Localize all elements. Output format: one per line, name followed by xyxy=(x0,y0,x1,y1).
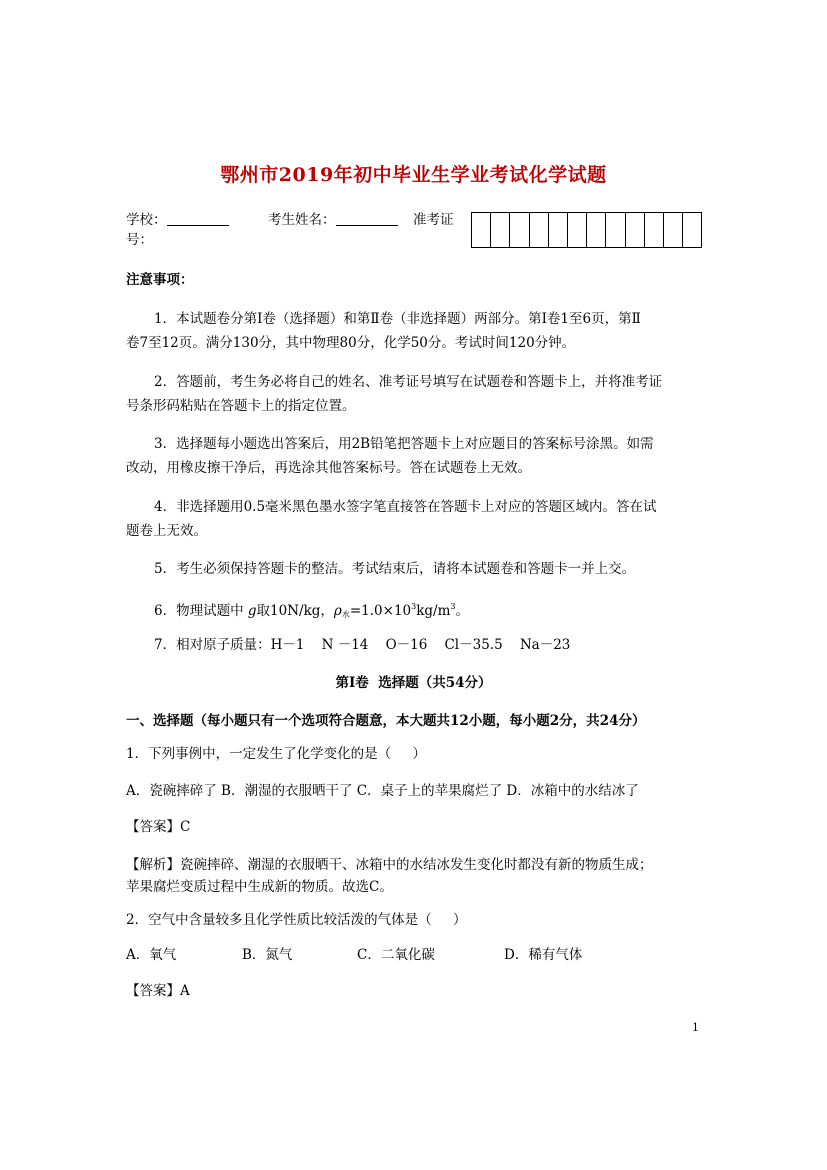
notice-item1-line2: 卷7至12页。满分130分，其中物理80分，化学50分。考试时间120分钟。 xyxy=(126,335,576,351)
notice-item2-line2: 号条形码粘贴在答题卡上的指定位置。 xyxy=(126,398,356,414)
name-blank xyxy=(336,211,398,226)
q2-option-c: C．二氧化碳 xyxy=(357,947,435,963)
id-box xyxy=(510,213,529,248)
item6-e: 。 xyxy=(455,603,469,619)
q2-stem: 2．空气中含量较多且化学性质比较活泼的气体是（ ） xyxy=(126,912,467,928)
name-label: 考生姓名： xyxy=(268,212,336,228)
id-box xyxy=(548,213,567,248)
page-title: 鄂州市2019年初中毕业生学业考试化学试题 xyxy=(220,164,607,186)
item6-g: g xyxy=(247,603,257,619)
school-label: 学校： xyxy=(126,212,167,228)
school-blank xyxy=(167,211,229,226)
notice-item3-line1: 3．选择题每小题选出答案后，用2B铅笔把答题卡上对应题目的答案标号涂黑。如需 xyxy=(154,436,654,452)
notice-item2-line1: 2．答题前，考生务必将自己的姓名、准考证号填写在试题卷和答题卡上，并将准考证 xyxy=(154,374,663,390)
id-box xyxy=(529,213,548,248)
id-box xyxy=(644,213,663,248)
id-box xyxy=(567,213,586,248)
item6-sup2: 3 xyxy=(450,602,456,611)
notice-item7: 7．相对原子质量：H－1 N －14 O－16 Cl－35.5 Na－23 xyxy=(154,637,571,653)
q1-stem: 1．下列事例中，一定发生了化学变化的是（ ） xyxy=(126,746,427,762)
id-box xyxy=(491,213,510,248)
school-field xyxy=(126,210,229,230)
notice-item6 xyxy=(154,597,469,625)
section1-title: 第Ⅰ卷 选择题（共54分） xyxy=(335,675,492,691)
q2-option-a: A．氧气 xyxy=(126,947,177,963)
name-field xyxy=(268,210,398,230)
id-box xyxy=(587,213,606,248)
item6-sub: 水 xyxy=(341,610,350,619)
id-box xyxy=(625,213,644,248)
part1-title: 一、选择题（每小题只有一个选项符合题意，本大题共12小题，每小题2分，共24分） xyxy=(126,713,646,729)
notice-item1-line1: 1．本试题卷分第Ⅰ卷（选择题）和第Ⅱ卷（非选择题）两部分。第Ⅰ卷1至6页，第Ⅱ xyxy=(154,311,641,327)
exam-id-grid xyxy=(471,212,702,248)
q1-analysis-line1: 【解析】瓷碗摔碎、潮湿的衣服晒干、冰箱中的水结冰发生变化时都没有新的物质生成； xyxy=(126,857,653,873)
notice-item4-line2: 题卷上无效。 xyxy=(126,523,207,539)
id-box xyxy=(606,213,625,248)
item6-a: 6．物理试题中 xyxy=(154,603,248,619)
notice-item5: 5．考生必须保持答题卡的整洁。考试结束后，请将本试题卷和答题卡一并上交。 xyxy=(154,561,636,577)
q2-answer: 【答案】A xyxy=(126,983,190,999)
notice-item3-line2: 改动，用橡皮擦干净后，再选涂其他答案标号。答在试题卷上无效。 xyxy=(126,460,531,476)
id-box xyxy=(472,213,491,248)
item6-c: =1.0×10 xyxy=(349,603,412,619)
page-number: 1 xyxy=(692,1021,699,1034)
id-label-line2: 号： xyxy=(126,232,153,248)
q1-answer: 【答案】C xyxy=(126,819,191,835)
q1-analysis-line2: 苹果腐烂变质过程中生成新的物质。故选C。 xyxy=(126,879,393,895)
item6-d: kg/m xyxy=(416,603,451,619)
notice-item4-line1: 4．非选择题用0.5毫米黑色墨水签字笔直接答在答题卡上对应的答题区域内。答在试 xyxy=(154,499,657,515)
id-box xyxy=(683,213,702,248)
q2-option-b: B．氮气 xyxy=(242,947,293,963)
item6-rho: ρ xyxy=(333,603,342,619)
notice-heading: 注意事项： xyxy=(126,272,194,288)
id-box xyxy=(663,213,682,248)
q1-options: A．瓷碗摔碎了 B．潮湿的衣服晒干了 C．桌子上的苹果腐烂了 D．冰箱中的水结冰了 xyxy=(126,783,639,799)
item6-sup: 3 xyxy=(411,602,417,611)
item6-b: 取10N/kg， xyxy=(256,603,334,619)
q2-option-d: D．稀有气体 xyxy=(504,947,583,963)
id-label-line1: 准考证 xyxy=(413,212,454,228)
